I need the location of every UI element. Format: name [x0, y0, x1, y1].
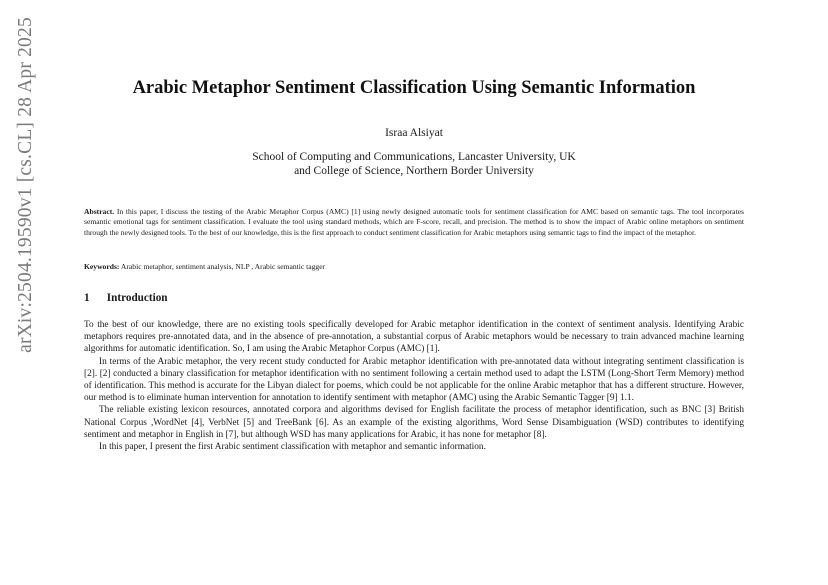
keywords — [84, 262, 744, 272]
abstract — [84, 207, 744, 238]
paragraph: In terms of the Arabic metaphor, the very recent study conducted for Arabic metaphor identification with pre-annotated data without integrating sentiment classification is [2]. [2] conducted a binary classification for metaphor identification with no sentiment following a certain method used to adapt the LSTM (Long-Short Term Memory) method of identification. This method is accurate for the Libyan dialect for poems, which could be not applicable for the online Arabic metaphor that has a different structure. However, our method is to eliminate human intervention for annotation to identify sentiment with metaphor (AMC) using the Arabic Semantic Tagger [9] 1.1. — [84, 356, 744, 404]
arxiv-identifier-text: arXiv:2504.19590v1 [cs.CL] 28 Apr 2025 — [15, 17, 37, 353]
paragraph: To the best of our knowledge, there are no existing tools specifically developed for Arabic metaphor identification in the context of sentiment analysis. Identifying Arabic metaphors requires pre-annotated data, and in the absence of pre-annotation, a substantial corpus of Arabic metaphors would be necessary to train advanced machine learning algorithms for automatic identification. So, I am using the Arabic Metaphor Corpus (AMC) [1]. — [84, 320, 744, 355]
abstract-label: Abstract. — [84, 207, 115, 216]
section-body — [84, 319, 744, 453]
paper-title: Arabic Metaphor Sentiment Classification Using Semantic Information — [132, 78, 696, 98]
affiliation-line-1: School of Computing and Communications, Lancaster University, UK — [252, 151, 576, 163]
keywords-label: Keywords: — [84, 262, 120, 271]
arxiv-identifier — [6, 10, 46, 360]
section-number: 1 — [84, 292, 90, 304]
abstract-text: In this paper, I discuss the testing of the Arabic Metaphor Corpus (AMC) [1] using newly designed automatic tools for sentiment classification for AMC based on semantic tags. The tool incorporates semantic emotional tags for sentiment classification. I evaluate the tool using standard methods, which are F-score, recall, and precision. The method is to show the impact of Arabic online metaphors on sentiment through the newly designed tools. To the best of our knowledge, this is the first approach to conduct sentiment classification for Arabic metaphors using semantic tags to find the impact of the metaphor. — [84, 207, 744, 237]
section-title: Introduction — [106, 292, 168, 304]
paragraph: The reliable existing lexicon resources, annotated corpora and algorithms devised for English facilitate the process of metaphor identification, such as BNC [3] British National Corpus ,WordNet [4], VerbNet [5] and TreeBank [6]. As an example of the existing algorithms, Word Sense Disambiguation (WSD) contributes to identifying sentiment and metaphor in English in [7], but although WSD has many applications for Arabic, it has none for metaphor [8]. — [84, 405, 744, 440]
keywords-text: Arabic metaphor, sentiment analysis, NLP , Arabic semantic tagger — [120, 262, 326, 271]
section-heading — [84, 292, 168, 304]
affiliation-line-2: and College of Science, Northern Border University — [294, 165, 534, 177]
affiliation — [80, 150, 748, 178]
author-name: Israa Alsiyat — [385, 127, 443, 139]
paragraph: In this paper, I present the first Arabic sentiment classification with metaphor and semantic information. — [99, 442, 486, 453]
